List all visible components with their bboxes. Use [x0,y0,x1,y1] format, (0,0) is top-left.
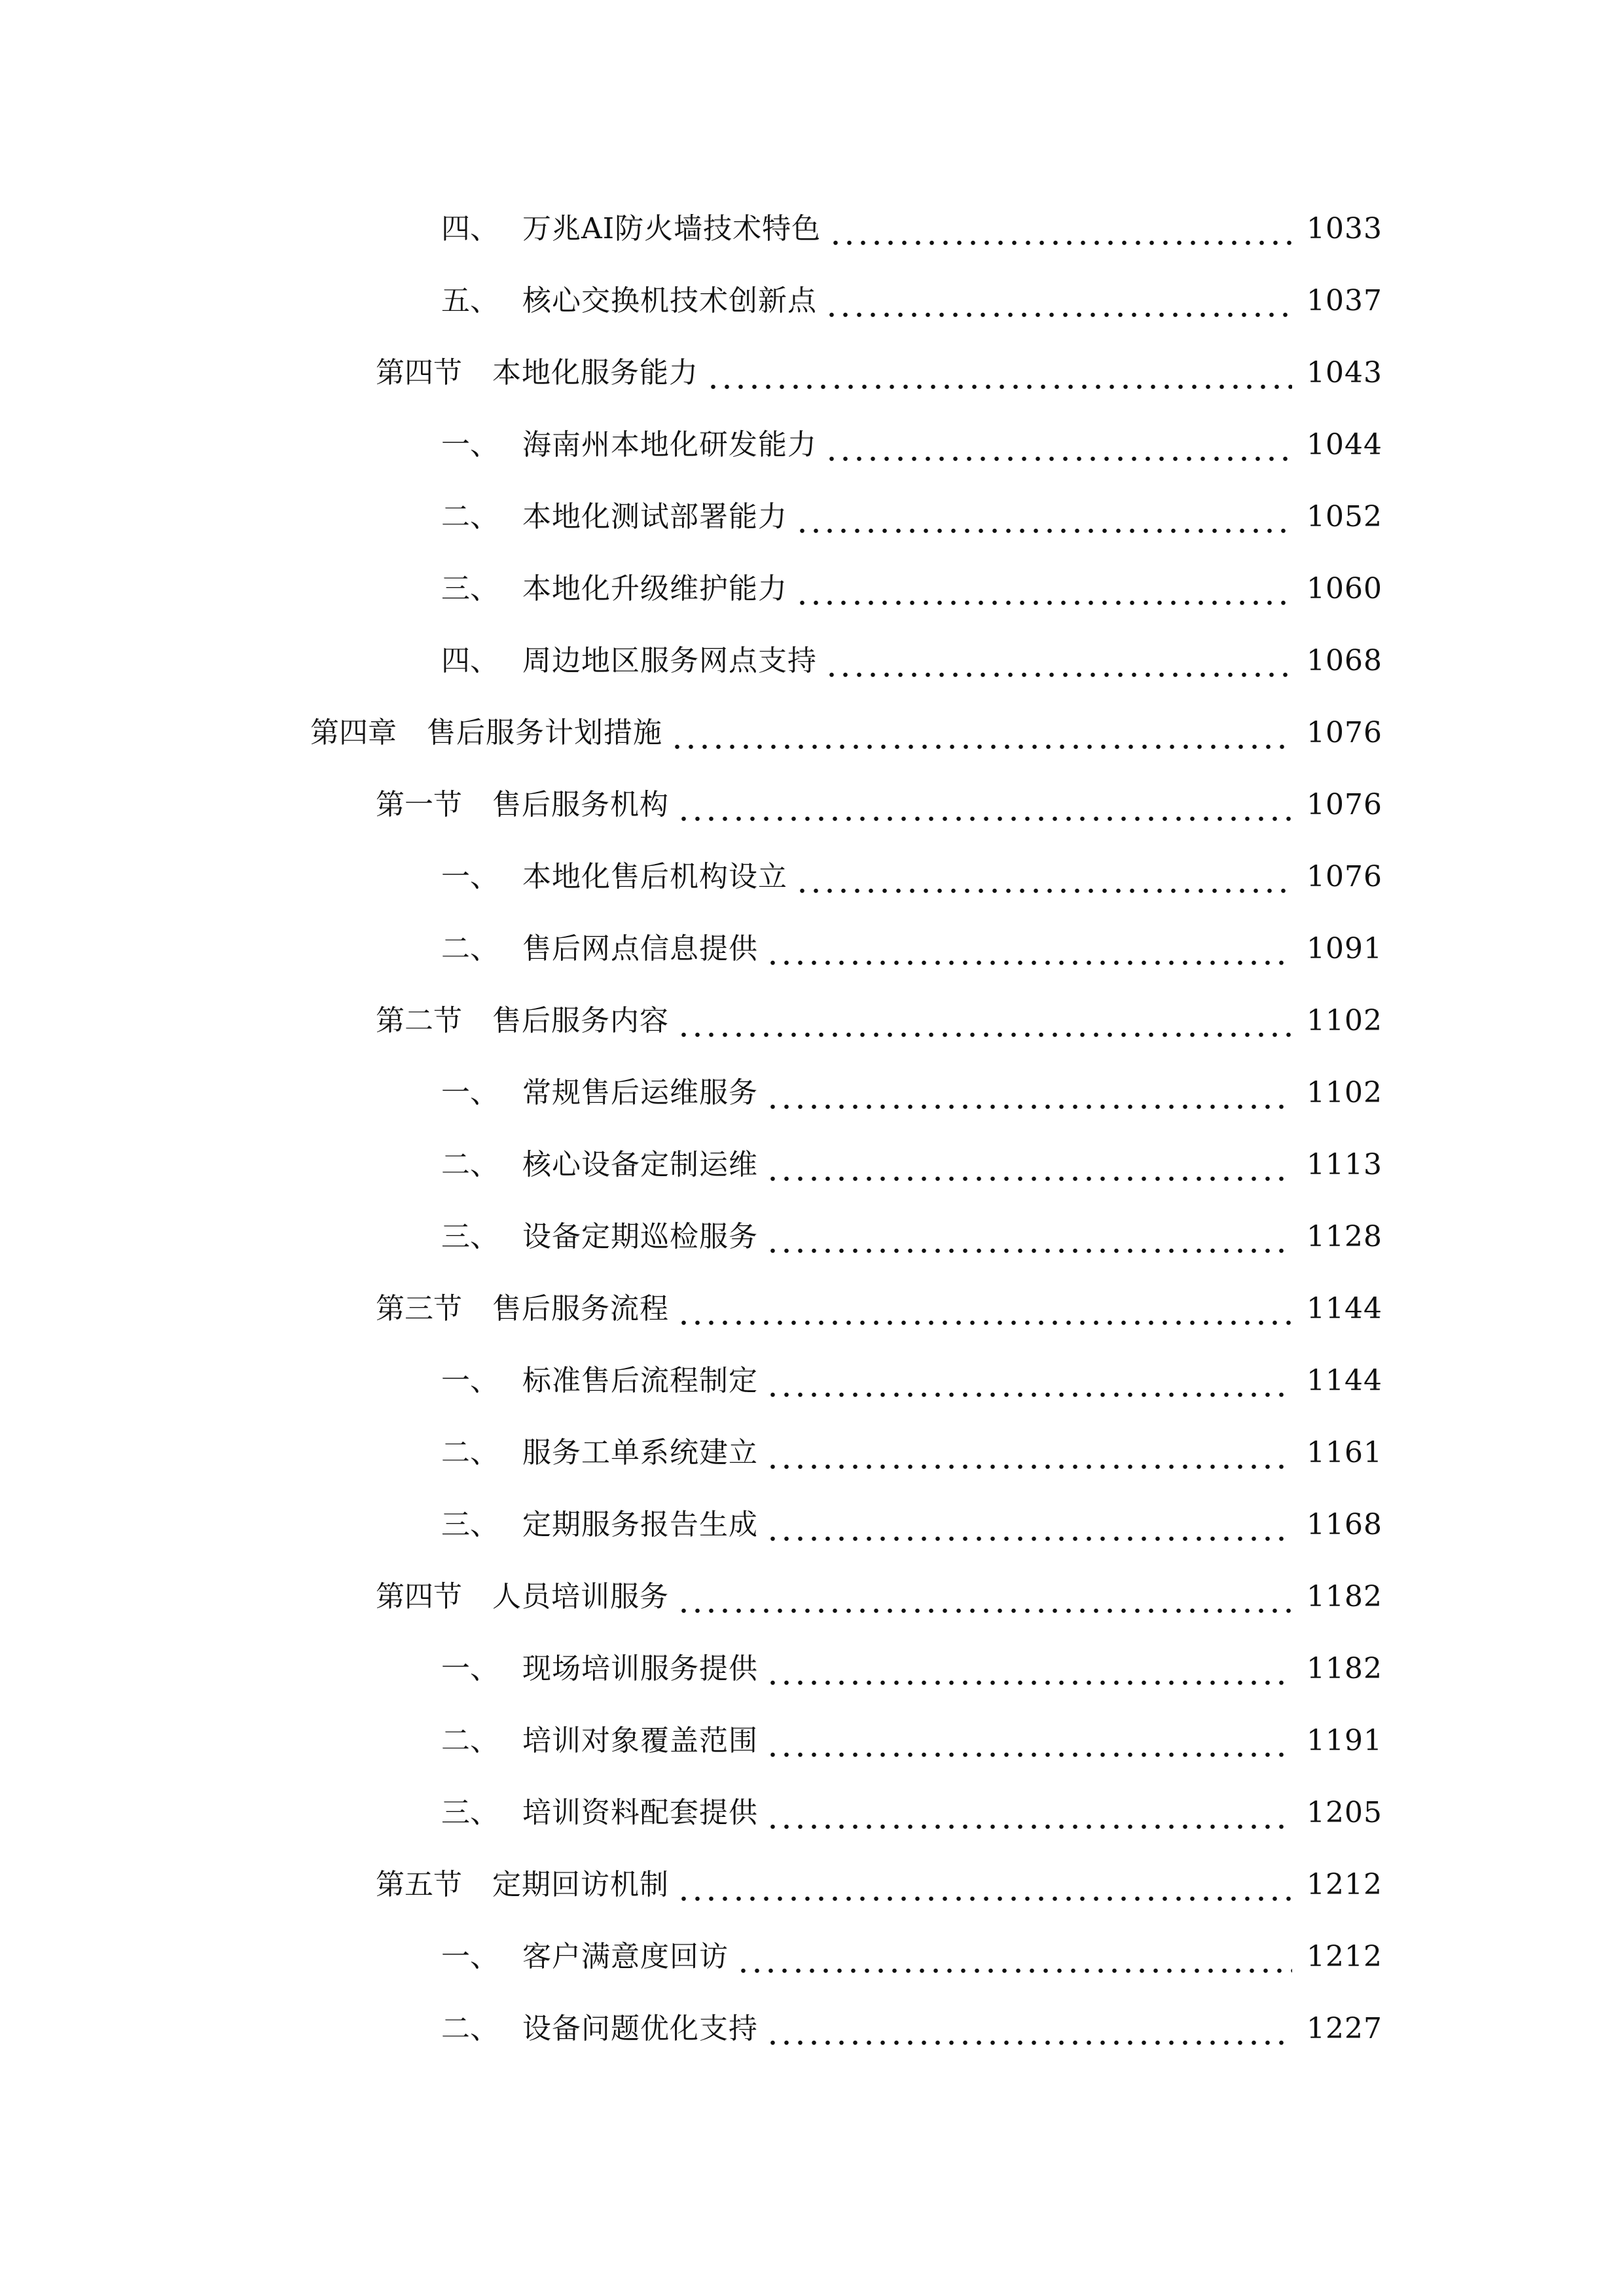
toc-entry-item[interactable] [441,1211,1382,1263]
toc-entry-section[interactable] [376,347,1382,399]
dot-leader [766,923,1292,975]
dot-leader [677,1283,1292,1335]
toc-entry-title: 服务工单系统建立 [522,1436,758,1469]
toc-entry-page-number: 1076 [1307,860,1382,893]
toc-entry-title: 本地化测试部署能力 [522,500,787,533]
toc-entry-page-number: 1168 [1307,1508,1382,1541]
toc-entry-title: 售后服务机构 [492,788,669,821]
toc-entry-number: 五、 [441,284,499,317]
toc-entry-title: 人员培训服务 [492,1580,669,1613]
toc-entry-item[interactable] [441,419,1382,471]
dot-leader [766,1499,1292,1551]
toc-entry-page-number: 1128 [1307,1220,1382,1253]
toc-entry-item[interactable] [441,1931,1382,1983]
toc-entry-number: 第四节 [376,356,462,389]
toc-entry-title: 设备问题优化支持 [522,2012,758,2045]
toc-entry-title: 周边地区服务网点支持 [522,644,817,677]
toc-entry-number: 第二节 [376,1004,462,1037]
dot-leader [677,779,1292,831]
toc-entry-item[interactable] [441,1139,1382,1191]
toc-entry-number: 三、 [441,572,499,605]
toc-entry-item[interactable] [441,851,1382,903]
toc-entry-page-number: 1205 [1307,1796,1382,1829]
toc-entry-title: 售后网点信息提供 [522,932,758,965]
toc-entry-title: 现场培训服务提供 [522,1652,758,1685]
toc-entry-page-number: 1212 [1307,1940,1382,1973]
toc-entry-item[interactable] [441,923,1382,975]
toc-entry-number: 三、 [441,1508,499,1541]
toc-entry-number: 三、 [441,1796,499,1829]
toc-entry-section[interactable] [376,1859,1382,1911]
toc-entry-page-number: 1043 [1307,356,1382,389]
dot-leader [825,275,1292,327]
toc-entry-page-number: 1182 [1307,1652,1382,1685]
toc-entry-title: 本地化售后机构设立 [522,860,787,893]
toc-entry-page-number: 1076 [1307,788,1382,821]
dot-leader [766,2003,1292,2055]
toc-entry-item[interactable] [441,635,1382,687]
dot-leader [736,1931,1292,1983]
dot-leader [825,419,1292,471]
toc-entry-title: 标准售后流程制定 [522,1364,758,1397]
dot-leader [677,995,1292,1047]
toc-entry-number: 第五节 [376,1868,462,1901]
toc-entry-number: 二、 [441,500,499,533]
toc-entry-title: 客户满意度回访 [522,1940,729,1973]
toc-entry-number: 一、 [441,428,499,461]
toc-entry-number: 一、 [441,860,499,893]
toc-entry-number: 一、 [441,1652,499,1685]
toc-entry-number: 二、 [441,1724,499,1757]
toc-entry-page-number: 1102 [1307,1004,1382,1037]
toc-entry-page-number: 1052 [1307,500,1382,533]
toc-entry-title: 常规售后运维服务 [522,1076,758,1109]
toc-entry-item[interactable] [441,1787,1382,1839]
toc-entry-title: 培训资料配套提供 [522,1796,758,1829]
toc-entry-title: 定期服务报告生成 [522,1508,758,1541]
dot-leader [677,1859,1292,1911]
dot-leader [766,1355,1292,1407]
toc-entry-title: 设备定期巡检服务 [522,1220,758,1253]
dot-leader [795,563,1292,615]
dot-leader [677,1571,1292,1623]
toc-entry-page-number: 1091 [1307,932,1382,965]
toc-entry-number: 二、 [441,1148,499,1181]
toc-entry-number: 第四节 [376,1580,462,1613]
toc-entry-number: 一、 [441,1364,499,1397]
toc-entry-number: 二、 [441,1436,499,1469]
toc-entry-title: 本地化服务能力 [492,356,698,389]
dot-leader [766,1643,1292,1695]
toc-entry-item[interactable] [441,563,1382,615]
toc-entry-page-number: 1037 [1307,284,1382,317]
toc-entry-number: 第四章 [310,716,397,749]
dot-leader [795,851,1292,903]
toc-entry-title: 售后服务流程 [492,1292,669,1325]
toc-entry-page-number: 1033 [1307,212,1382,245]
dot-leader [795,491,1292,543]
toc-entry-item[interactable] [441,2003,1382,2055]
dot-leader [766,1787,1292,1839]
toc-entry-title: 售后服务内容 [492,1004,669,1037]
toc-entry-title: 核心交换机技术创新点 [522,284,817,317]
toc-entry-chapter[interactable] [310,707,1382,759]
toc-entry-section[interactable] [376,995,1382,1047]
toc-entry-item[interactable] [441,1499,1382,1551]
toc-entry-number: 二、 [441,932,499,965]
toc-entry-page-number: 1227 [1307,2012,1382,2045]
toc-entry-page-number: 1076 [1307,716,1382,749]
dot-leader [766,1715,1292,1767]
toc-entry-item[interactable] [441,1427,1382,1479]
toc-entry-page-number: 1191 [1307,1724,1382,1757]
toc-entry-item[interactable] [441,203,1382,255]
toc-entry-section[interactable] [376,779,1382,831]
toc-entry-number: 三、 [441,1220,499,1253]
toc-entry-page-number: 1113 [1307,1148,1382,1181]
toc-entry-number: 第一节 [376,788,462,821]
toc-entry-title: 万兆AI防火墙技术特色 [522,212,821,245]
dot-leader [766,1211,1292,1263]
toc-entry-item[interactable] [441,491,1382,543]
toc-entry-number: 一、 [441,1076,499,1109]
toc-entry-title: 培训对象覆盖范围 [522,1724,758,1757]
toc-entry-section[interactable] [376,1571,1382,1623]
toc-entry-number: 二、 [441,2012,499,2045]
toc-entry-number: 第三节 [376,1292,462,1325]
toc-entry-number: 四、 [441,644,499,677]
dot-leader [829,203,1292,255]
toc-entry-title: 售后服务计划措施 [427,716,662,749]
toc-entry-page-number: 1044 [1307,428,1382,461]
dot-leader [766,1139,1292,1191]
toc-entry-title: 定期回访机制 [492,1868,669,1901]
toc-entry-page-number: 1102 [1307,1076,1382,1109]
toc-entry-title: 海南州本地化研发能力 [522,428,817,461]
toc-entry-item[interactable] [441,1355,1382,1407]
toc-entry-number: 四、 [441,212,499,245]
toc-entry-item[interactable] [441,1643,1382,1695]
toc-entry-section[interactable] [376,1283,1382,1335]
toc-entry-page-number: 1144 [1307,1364,1382,1397]
toc-entry-page-number: 1068 [1307,644,1382,677]
toc-entry-page-number: 1060 [1307,572,1382,605]
dot-leader [766,1067,1292,1119]
dot-leader [670,707,1292,759]
toc-entry-number: 一、 [441,1940,499,1973]
toc-entry-page-number: 1144 [1307,1292,1382,1325]
toc-entry-item[interactable] [441,1715,1382,1767]
toc-entry-page-number: 1161 [1307,1436,1382,1469]
toc-entry-item[interactable] [441,275,1382,327]
toc-entry-page-number: 1182 [1307,1580,1382,1613]
toc-entry-title: 核心设备定制运维 [522,1148,758,1181]
toc-entry-page-number: 1212 [1307,1868,1382,1901]
dot-leader [766,1427,1292,1479]
toc-entry-title: 本地化升级维护能力 [522,572,787,605]
toc-entry-item[interactable] [441,1067,1382,1119]
dot-leader [706,347,1292,399]
dot-leader [825,635,1292,687]
